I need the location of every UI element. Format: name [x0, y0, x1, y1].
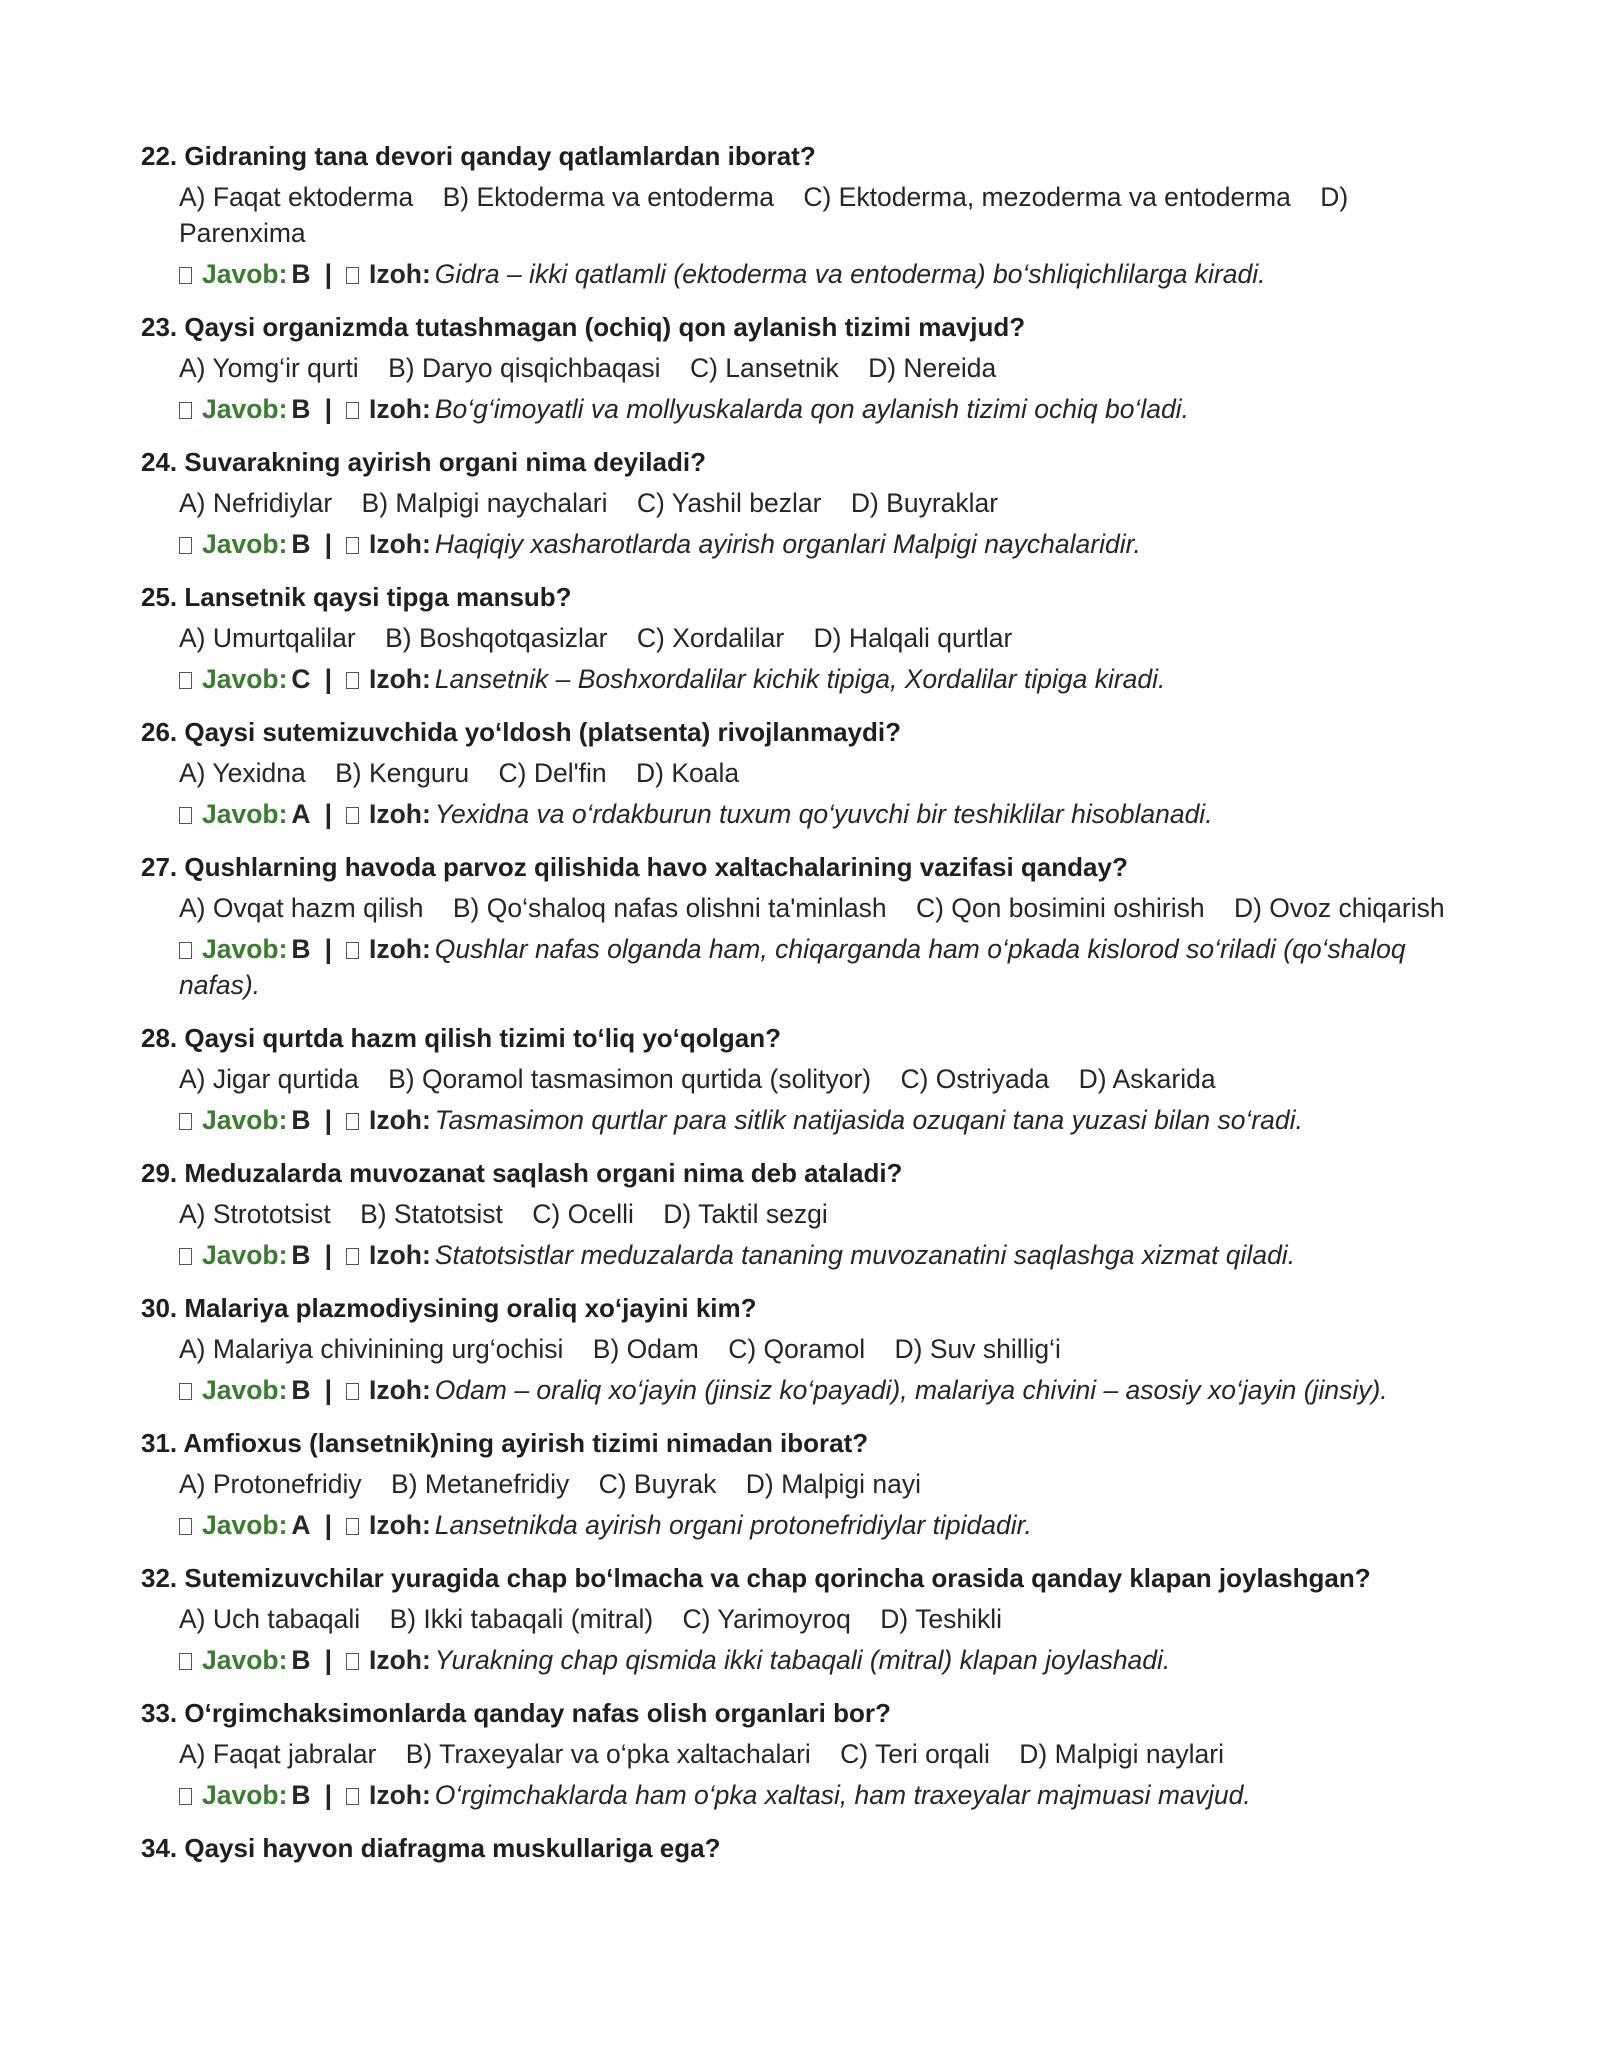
separator: |	[324, 1510, 332, 1540]
question-block	[141, 138, 1471, 292]
explanation-label: Izoh:	[368, 259, 431, 289]
answer-option: C) Teri orqali	[840, 1739, 990, 1769]
answer-option: A) Protonefridiy	[179, 1469, 362, 1499]
explanation-label: Izoh:	[368, 664, 431, 694]
answer-option: C) Yarimoyroq	[682, 1604, 851, 1634]
answer-label: Javob:	[202, 529, 288, 559]
question-title: 27. Qushlarning havoda parvoz qilishida havo xaltachalarining vazifasi qanday?	[141, 852, 1128, 882]
question-block	[141, 1155, 1471, 1273]
answer-option: B) Metanefridiy	[391, 1469, 570, 1499]
question-title: 29. Meduzalarda muvozanat saqlash organi nima deb ataladi?	[141, 1158, 903, 1188]
question-block	[141, 1425, 1471, 1543]
question-title: 31. Amfioxus (lansetnik)ning ayirish tizimi nimadan iborat?	[141, 1428, 869, 1458]
separator: |	[324, 394, 332, 424]
checkbox-icon	[346, 537, 359, 554]
answer-label: Javob:	[202, 259, 288, 289]
answer-option: D) Malpigi naylari	[1019, 1739, 1224, 1769]
checkbox-icon	[179, 402, 192, 419]
checkbox-icon	[346, 807, 359, 824]
answer-label: Javob:	[202, 664, 288, 694]
answer-options	[179, 1331, 1471, 1367]
answer-option: A) Strototsist	[179, 1199, 331, 1229]
separator: |	[324, 1780, 332, 1810]
answer-option: A) Nefridiylar	[179, 488, 333, 518]
answer-options	[179, 620, 1471, 656]
answer-value: B	[291, 1105, 311, 1135]
answer-option: B) Daryo qisqichbaqasi	[388, 353, 661, 383]
question-title: 23. Qaysi organizmda tutashmagan (ochiq) qon aylanish tizimi mavjud?	[141, 312, 1026, 342]
answer-label: Javob:	[202, 1240, 288, 1270]
answer-option: A) Yexidna	[179, 758, 306, 788]
answer-option: B) Ikki tabaqali (mitral)	[389, 1604, 654, 1634]
answer-line	[179, 1507, 1471, 1543]
answer-options	[179, 485, 1471, 521]
answer-options	[179, 1061, 1471, 1097]
checkbox-icon	[179, 537, 192, 554]
checkbox-icon	[346, 1518, 359, 1535]
explanation-label: Izoh:	[368, 1240, 431, 1270]
question-block	[141, 309, 1471, 427]
explanation-text: Yexidna va o‘rdakburun tuxum qo‘yuvchi bir teshiklilar hisoblanadi.	[434, 799, 1213, 829]
answer-line	[179, 526, 1471, 562]
answer-option: B) Ektoderma va entoderma	[442, 182, 774, 212]
explanation-text: Lansetnik – Boshxordalilar kichik tipiga, Xordalilar tipiga kiradi.	[434, 664, 1166, 694]
question-block	[141, 444, 1471, 562]
answer-option: C) Buyrak	[598, 1469, 717, 1499]
checkbox-icon	[179, 1518, 192, 1535]
separator: |	[324, 259, 332, 289]
answer-options	[179, 755, 1471, 791]
answer-line	[179, 1777, 1471, 1813]
question-title: 22. Gidraning tana devori qanday qatlamlardan iborat?	[141, 141, 816, 171]
answer-line	[179, 661, 1471, 697]
answer-option: A) Jigar qurtida	[179, 1064, 359, 1094]
answer-option: B) Statotsist	[360, 1199, 503, 1229]
explanation-label: Izoh:	[368, 1645, 431, 1675]
answer-option: C) Ocelli	[532, 1199, 634, 1229]
answer-value: A	[291, 1510, 311, 1540]
answer-option: A) Malariya chivinining urg‘ochisi	[179, 1334, 564, 1364]
answer-label: Javob:	[202, 934, 288, 964]
question-title: 34. Qaysi hayvon diafragma muskullariga ega?	[141, 1833, 721, 1863]
question-title: 26. Qaysi sutemizuvchida yo‘ldosh (platsenta) rivojlanmaydi?	[141, 717, 901, 747]
answer-option: A) Faqat jabralar	[179, 1739, 377, 1769]
explanation-text: Bo‘g‘imoyatli va mollyuskalarda qon aylanish tizimi ochiq bo‘ladi.	[434, 394, 1189, 424]
question-title: 33. O‘rgimchaksimonlarda qanday nafas olish organlari bor?	[141, 1698, 891, 1728]
answer-option: D) Taktil sezgi	[663, 1199, 828, 1229]
question-block	[141, 849, 1471, 1003]
answer-line	[179, 256, 1471, 292]
checkbox-icon	[179, 1113, 192, 1130]
explanation-text: Yurakning chap qismida ikki tabaqali (mitral) klapan joylashadi.	[434, 1645, 1171, 1675]
answer-option: D) Malpigi nayi	[745, 1469, 922, 1499]
checkbox-icon	[346, 1113, 359, 1130]
answer-line	[179, 796, 1471, 832]
answer-option: A) Umurtqalilar	[179, 623, 356, 653]
answer-option: D) Parenxima	[179, 182, 1349, 248]
answer-option: D) Suv shillig‘i	[894, 1334, 1061, 1364]
checkbox-icon	[346, 1788, 359, 1805]
checkbox-icon	[179, 267, 192, 284]
checkbox-icon	[346, 1653, 359, 1670]
answer-option: D) Ovoz chiqarish	[1233, 893, 1445, 923]
answer-options	[179, 350, 1471, 386]
quiz-page	[141, 138, 1471, 1883]
answer-option: B) Traxeyalar va o‘pka xaltachalari	[405, 1739, 811, 1769]
answer-label: Javob:	[202, 1375, 288, 1405]
checkbox-icon	[179, 1248, 192, 1265]
answer-option: C) Del'fin	[498, 758, 607, 788]
explanation-label: Izoh:	[368, 799, 431, 829]
explanation-text: Odam – oraliq xo‘jayin (jinsiz ko‘payadi), malariya chivini – asosiy xo‘jayin (jinsiy).	[434, 1375, 1388, 1405]
answer-value: B	[291, 394, 311, 424]
separator: |	[324, 1105, 332, 1135]
answer-value: B	[291, 934, 311, 964]
answer-option: C) Lansetnik	[689, 353, 839, 383]
answer-value: B	[291, 1645, 311, 1675]
separator: |	[324, 664, 332, 694]
answer-option: C) Qoramol	[728, 1334, 866, 1364]
checkbox-icon	[346, 267, 359, 284]
answer-value: B	[291, 1240, 311, 1270]
question-title: 32. Sutemizuvchilar yuragida chap bo‘lmacha va chap qorincha orasida qanday klapan joylashgan?	[141, 1563, 1371, 1593]
answer-option: A) Uch tabaqali	[179, 1604, 361, 1634]
checkbox-icon	[179, 942, 192, 959]
answer-option: D) Askarida	[1078, 1064, 1216, 1094]
explanation-label: Izoh:	[368, 394, 431, 424]
answer-option: B) Malpigi naychalari	[361, 488, 608, 518]
separator: |	[324, 1240, 332, 1270]
separator: |	[324, 799, 332, 829]
explanation-text: Gidra – ikki qatlamli (ektoderma va entoderma) bo‘shliqichlilarga kiradi.	[434, 259, 1266, 289]
checkbox-icon	[346, 672, 359, 689]
answer-option: A) Ovqat hazm qilish	[179, 893, 424, 923]
answer-line	[179, 1642, 1471, 1678]
answer-option: C) Xordalilar	[636, 623, 785, 653]
answer-label: Javob:	[202, 1645, 288, 1675]
answer-options	[179, 1466, 1471, 1502]
answer-options	[179, 1736, 1471, 1772]
explanation-label: Izoh:	[368, 1510, 431, 1540]
answer-label: Javob:	[202, 1105, 288, 1135]
explanation-label: Izoh:	[368, 1105, 431, 1135]
answer-options	[179, 890, 1471, 926]
answer-line	[179, 931, 1471, 1003]
separator: |	[324, 1645, 332, 1675]
answer-options	[179, 1601, 1471, 1637]
explanation-text: Tasmasimon qurtlar para sitlik natijasida ozuqani tana yuzasi bilan so‘radi.	[434, 1105, 1303, 1135]
answer-option: D) Koala	[636, 758, 740, 788]
answer-line	[179, 1237, 1471, 1273]
answer-value: B	[291, 259, 311, 289]
question-block	[141, 714, 1471, 832]
explanation-text: Haqiqiy xasharotlarda ayirish organlari Malpigi naychalaridir.	[434, 529, 1141, 559]
answer-option: D) Teshikli	[880, 1604, 1003, 1634]
question-block	[141, 1020, 1471, 1138]
checkbox-icon	[346, 1248, 359, 1265]
explanation-label: Izoh:	[368, 1375, 431, 1405]
answer-option: C) Yashil bezlar	[636, 488, 822, 518]
answer-option: B) Boshqotqasizlar	[385, 623, 608, 653]
answer-option: D) Nereida	[868, 353, 997, 383]
explanation-label: Izoh:	[368, 529, 431, 559]
answer-option: A) Faqat ektoderma	[179, 182, 414, 212]
checkbox-icon	[179, 1653, 192, 1670]
answer-label: Javob:	[202, 1780, 288, 1810]
answer-option: A) Yomg‘ir qurti	[179, 353, 359, 383]
question-title: 24. Suvarakning ayirish organi nima deyiladi?	[141, 447, 706, 477]
answer-label: Javob:	[202, 799, 288, 829]
answer-value: B	[291, 529, 311, 559]
explanation-text: Statotsistlar meduzalarda tananing muvozanatini saqlashga xizmat qiladi.	[434, 1240, 1296, 1270]
answer-label: Javob:	[202, 1510, 288, 1540]
answer-option: B) Qo‘shaloq nafas olishni ta'minlash	[452, 893, 887, 923]
checkbox-icon	[346, 1383, 359, 1400]
answer-option: B) Odam	[592, 1334, 699, 1364]
answer-option: D) Buyraklar	[850, 488, 999, 518]
explanation-text: Lansetnikda ayirish organi protonefridiylar tipidadir.	[434, 1510, 1032, 1540]
answer-option: B) Qoramol tasmasimon qurtida (solityor)	[388, 1064, 872, 1094]
checkbox-icon	[179, 1383, 192, 1400]
answer-options	[179, 1196, 1471, 1232]
question-block	[141, 1695, 1471, 1813]
answer-label: Javob:	[202, 394, 288, 424]
explanation-label: Izoh:	[368, 1780, 431, 1810]
question-block	[141, 579, 1471, 697]
explanation-text: Qushlar nafas olganda ham, chiqarganda ham o‘pkada kislorod so‘riladi (qo‘shaloq nafas).	[179, 934, 1406, 1000]
separator: |	[324, 934, 332, 964]
question-title: 25. Lansetnik qaysi tipga mansub?	[141, 582, 572, 612]
separator: |	[324, 529, 332, 559]
answer-option: D) Halqali qurtlar	[813, 623, 1013, 653]
answer-line	[179, 391, 1471, 427]
answer-value: B	[291, 1375, 311, 1405]
explanation-text: O‘rgimchaklarda ham o‘pka xaltasi, ham traxeyalar majmuasi mavjud.	[434, 1780, 1251, 1810]
answer-option: C) Ostriyada	[900, 1064, 1050, 1094]
question-block	[141, 1560, 1471, 1678]
answer-value: C	[291, 664, 311, 694]
checkbox-icon	[346, 942, 359, 959]
checkbox-icon	[179, 807, 192, 824]
checkbox-icon	[179, 1788, 192, 1805]
answer-option: C) Ektoderma, mezoderma va entoderma	[803, 182, 1291, 212]
explanation-label: Izoh:	[368, 934, 431, 964]
checkbox-icon	[179, 672, 192, 689]
checkbox-icon	[346, 402, 359, 419]
question-block	[141, 1830, 1471, 1866]
answer-value: A	[291, 799, 311, 829]
question-title: 28. Qaysi qurtda hazm qilish tizimi to‘liq yo‘qolgan?	[141, 1023, 781, 1053]
answer-options	[179, 179, 1471, 251]
answer-line	[179, 1102, 1471, 1138]
question-block	[141, 1290, 1471, 1408]
question-title: 30. Malariya plazmodiysining oraliq xo‘jayini kim?	[141, 1293, 757, 1323]
separator: |	[324, 1375, 332, 1405]
answer-option: B) Kenguru	[335, 758, 470, 788]
answer-option: C) Qon bosimini oshirish	[915, 893, 1205, 923]
answer-line	[179, 1372, 1471, 1408]
answer-value: B	[291, 1780, 311, 1810]
